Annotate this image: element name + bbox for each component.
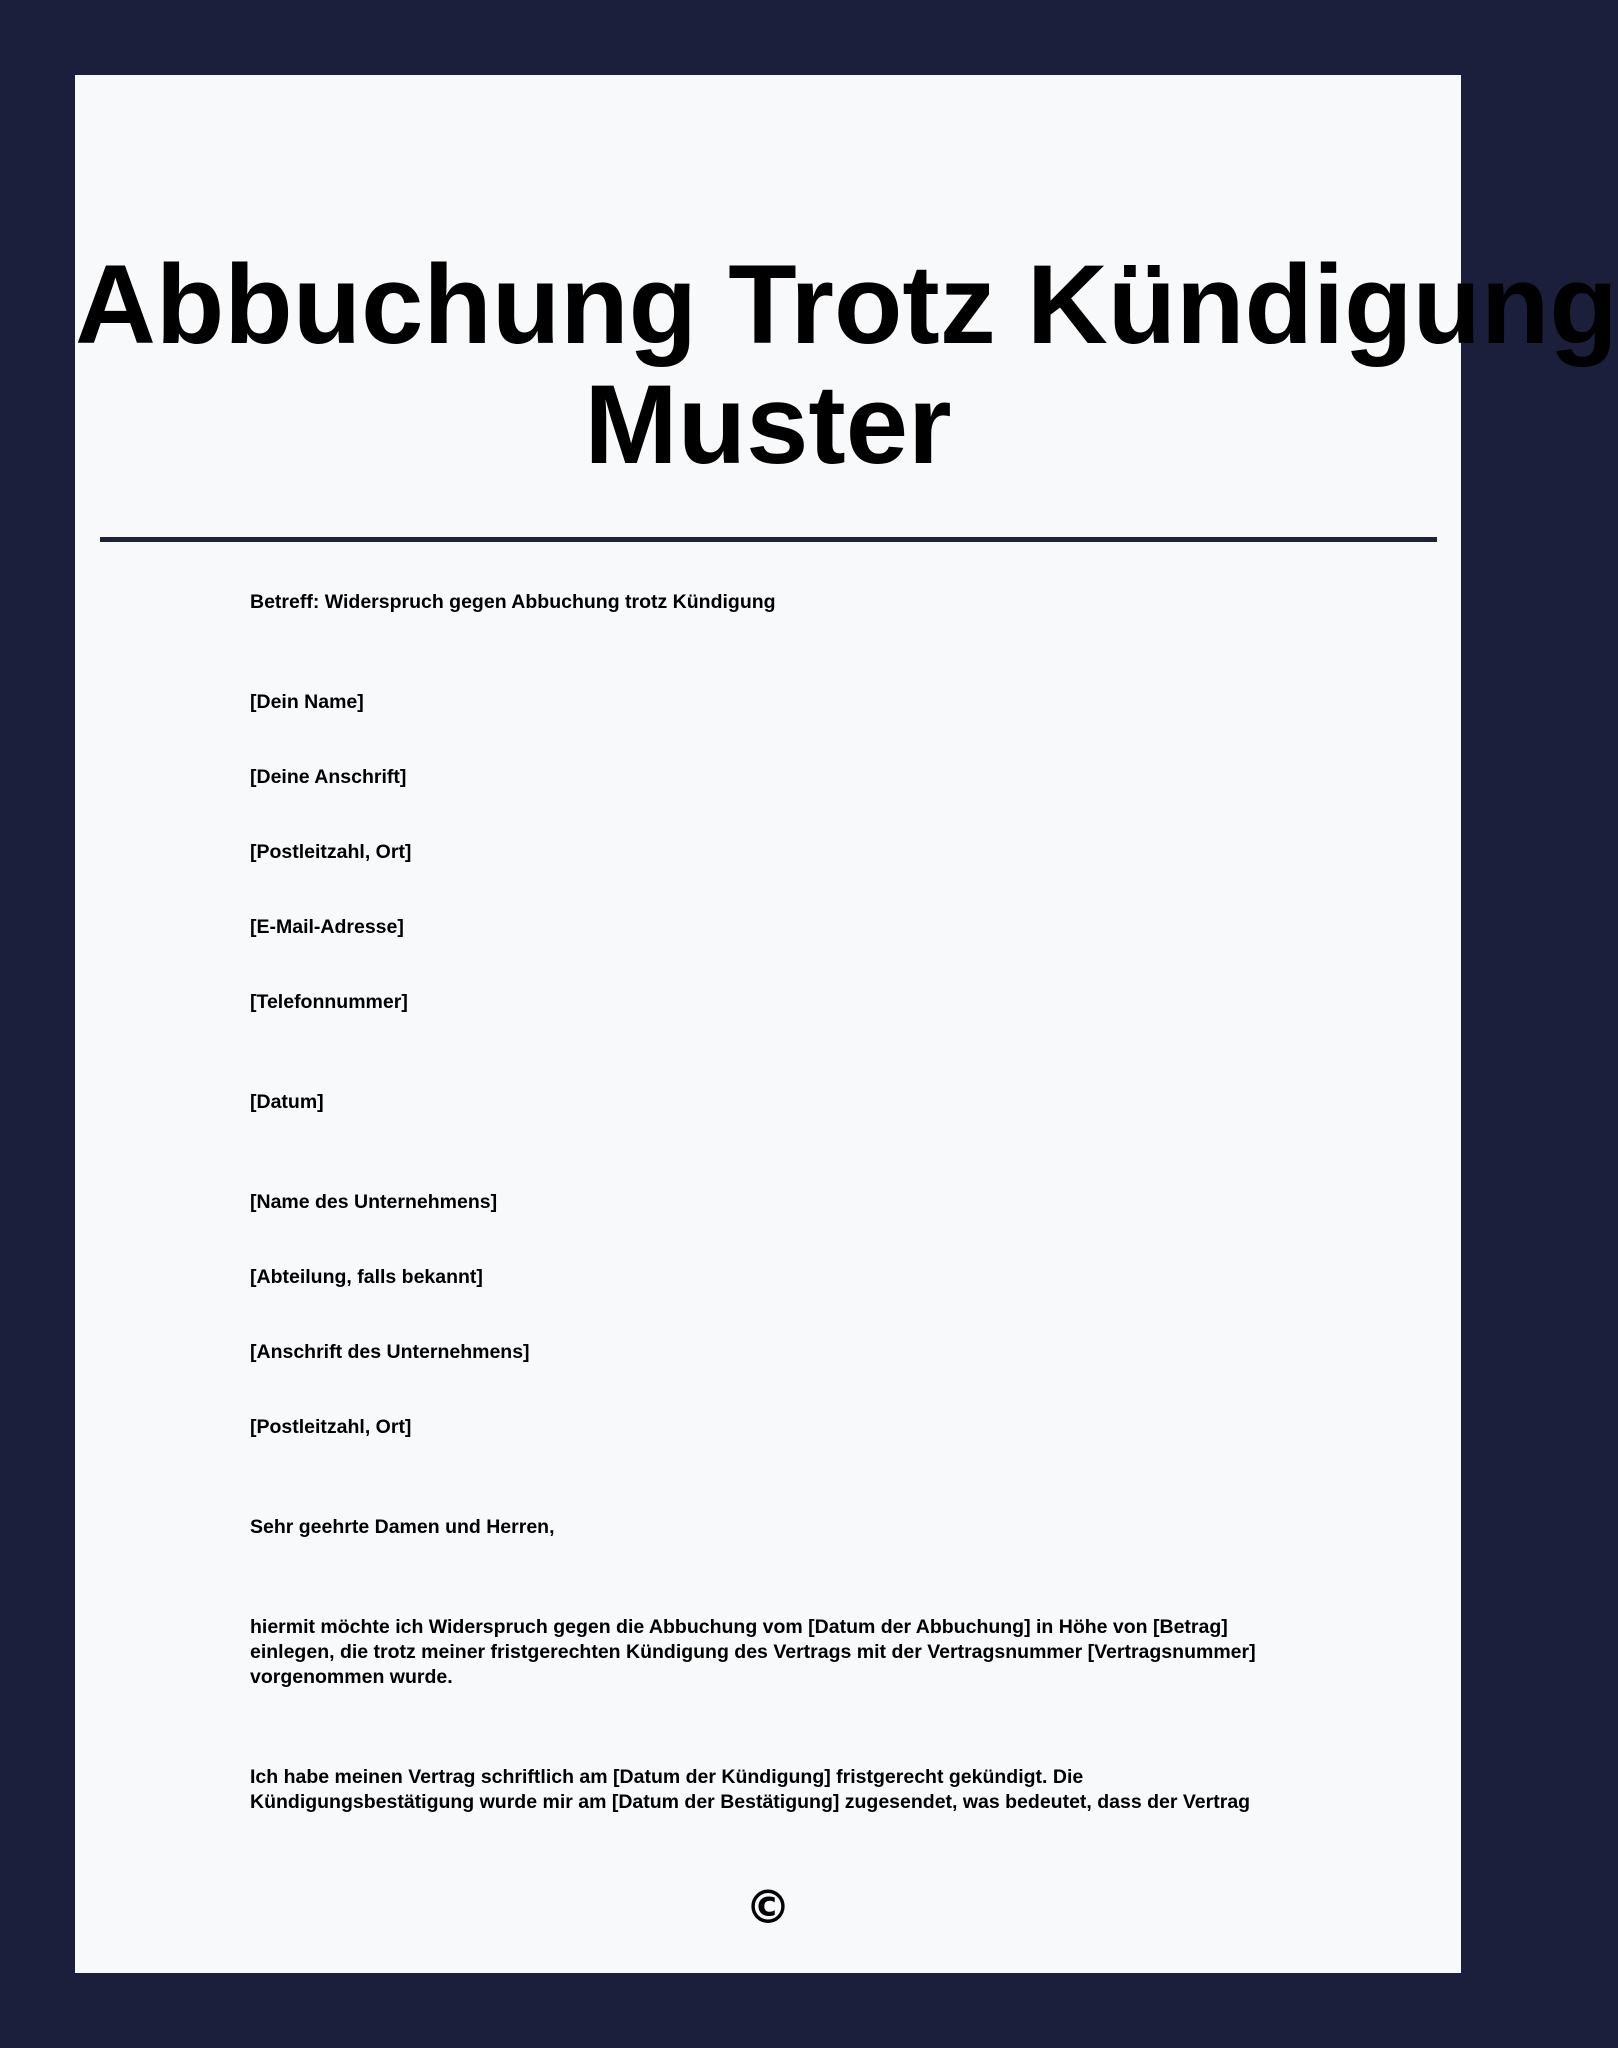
- recipient-company: [Name des Unternehmens]: [250, 1191, 498, 1213]
- document-page: [75, 75, 1618, 1973]
- sender-phone: [Telefonnummer]: [250, 991, 408, 1013]
- paragraph-2-line-2: Kündigungsbestätigung wurde mir am [Datum der Bestätigung] zugesendet, was bedeutet, dass der Vertrag: [250, 1791, 1251, 1813]
- sender-address: [Deine Anschrift]: [250, 766, 407, 788]
- sender-name: [Dein Name]: [250, 691, 364, 713]
- sender-email: [E-Mail-Adresse]: [250, 916, 404, 938]
- subject-line: Betreff: Widerspruch gegen Abbuchung trotz Kündigung: [250, 591, 776, 613]
- paragraph-2-line-1: Ich habe meinen Vertrag schriftlich am [Datum der Kündigung] fristgerecht gekündigt. Die: [250, 1766, 1084, 1788]
- recipient-address: [Anschrift des Unternehmens]: [250, 1341, 530, 1363]
- page-title: [75, 242, 1618, 487]
- title-divider: [100, 537, 1437, 542]
- recipient-department: [Abteilung, falls bekannt]: [250, 1266, 483, 1288]
- page-title-line-2: Muster: [584, 362, 952, 487]
- letter-date: [Datum]: [250, 1091, 324, 1113]
- paragraph-1: hiermit möchte ich Widerspruch gegen die Abbuchung vom [Datum der Abbuchung] in Höhe von [Betrag] einlegen, die trotz meiner fristgerechten Kündigung des Vertrags mit der Vertragsnummer [Vertragsnummer] vorgenommen wurde.: [250, 1616, 1256, 1688]
- recipient-postal-city: [Postleitzahl, Ort]: [250, 1416, 412, 1438]
- salutation: Sehr geehrte Damen und Herren,: [250, 1516, 555, 1538]
- sender-postal-city: [Postleitzahl, Ort]: [250, 841, 412, 863]
- copyright-icon: ©: [745, 1880, 791, 1934]
- page-title-line-1: Abbuchung Trotz Kündigung: [75, 242, 1618, 367]
